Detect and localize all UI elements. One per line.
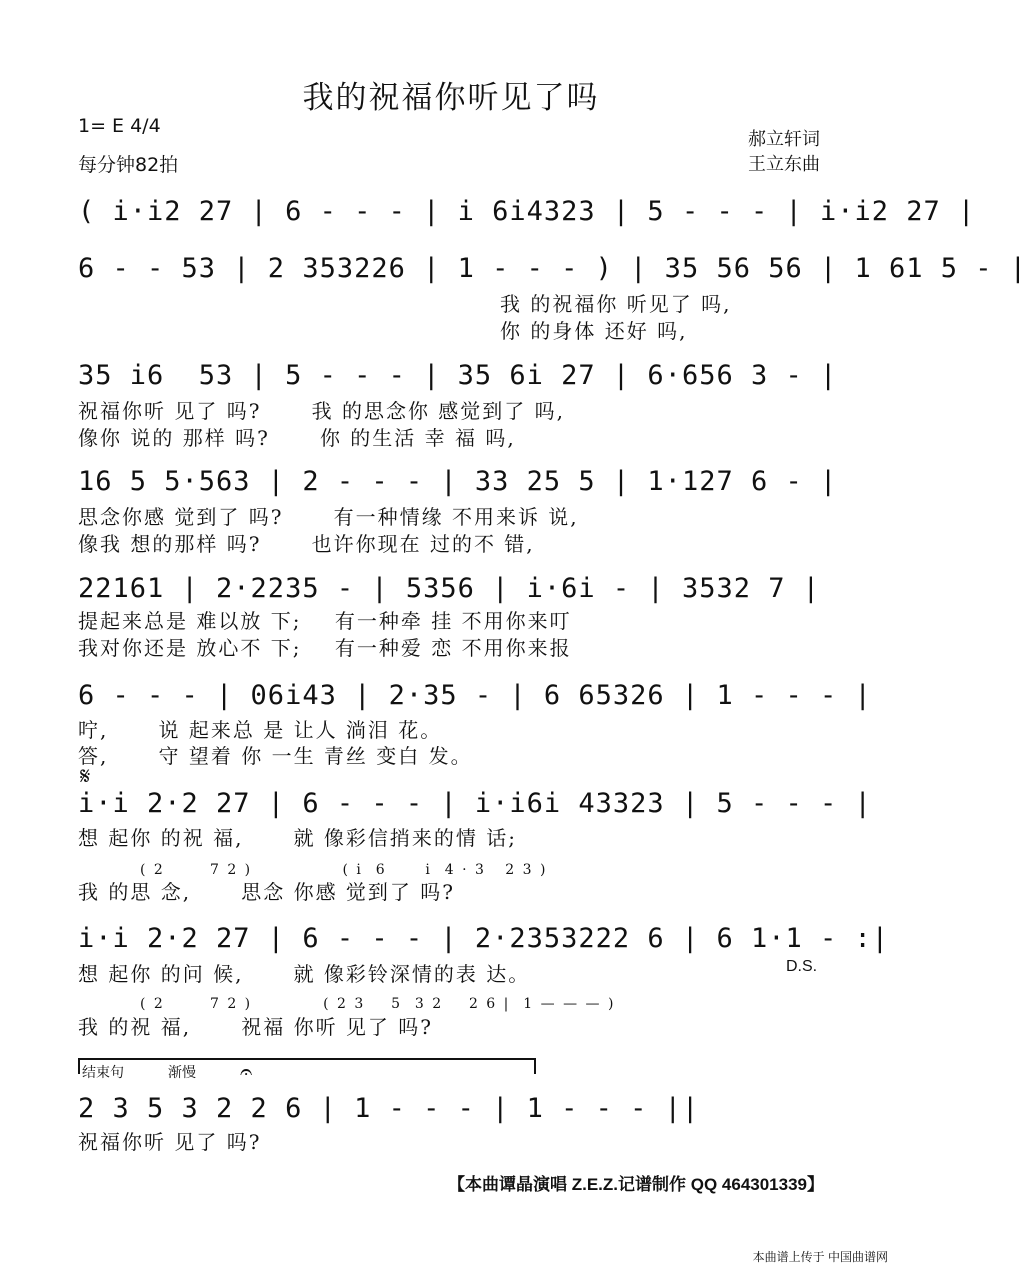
lyric-line-4a: 提起来总是 难以放 下; 有一种牵 挂 不用你来叮: [78, 609, 572, 633]
lyric-line-3a: 思念你感 觉到了 吗? 有一种情缘 不用来诉 说,: [78, 505, 579, 529]
lyric-line-1a: 我 的祝福你 听见了 吗,: [500, 292, 732, 316]
lyric-line-5b: 答, 守 望着 你 一生 青丝 变白 发。: [78, 744, 473, 768]
composer-credit: 王立东曲: [748, 154, 820, 175]
lyric-line-6a: 想 起你 的祝 福, 就 像彩信捎来的情 话;: [78, 826, 518, 850]
lyric-line-7a: 想 起你 的问 候, 就 像彩铃深情的表 达。: [78, 962, 531, 986]
notation-system-6: 6 - - - | 06i43 | 2·35 - | 6 65326 | 1 - - - |: [78, 680, 872, 711]
lyricist-credit: 郝立轩词: [748, 129, 820, 150]
lyric-line-6b: 我 的思 念, 思念 你感 觉到了 吗?: [78, 880, 456, 904]
segno-mark: 𝄋: [80, 762, 91, 790]
performance-credit: 【本曲谭晶演唱 Z.E.Z.记谱制作 QQ 464301339】: [448, 1175, 824, 1194]
lyric-line-4b: 我对你还是 放心不 下; 有一种爱 恋 不用你来报: [78, 636, 572, 660]
ds-marking: D.S.: [786, 958, 818, 975]
notation-system-9: 2 3 5 3 2 2 6 | 1 - - - | 1 - - - ||: [78, 1093, 700, 1124]
harmony-notes-2: ( 2 7 2 ) ( 2 3 5 3 2 2 6 | 1 — — — ): [140, 996, 616, 1012]
notation-system-4: 16 5 5·563 | 2 - - - | 33 25 5 | 1·127 6 - |: [78, 466, 838, 497]
ending-label: 结束句: [82, 1065, 124, 1081]
lyric-line-2a: 祝福你听 见了 吗? 我 的思念你 感觉到了 吗,: [78, 399, 566, 423]
ending-bracket: [78, 1058, 534, 1060]
lyric-line-5a: 咛, 说 起来总 是 让人 淌泪 花。: [78, 718, 443, 742]
lyric-line-8a: 祝福你听 见了 吗?: [78, 1130, 262, 1154]
notation-system-2: 6 - - 53 | 2 353226 | 1 - - - ) | 35 56 56 | 1 61 5 - |: [78, 253, 1027, 284]
score-title: 我的祝福你听见了吗: [302, 80, 600, 116]
notation-system-3: 35 i6 53 | 5 - - - | 35 6i 27 | 6·656 3 - |: [78, 360, 838, 391]
lyric-line-7b: 我 的祝 福, 祝福 你听 见了 吗?: [78, 1015, 434, 1039]
ending-bracket-left: [78, 1058, 80, 1074]
notation-system-1: ( i·i2 27 | 6 - - - | i 6i4323 | 5 - - - | i·i2 27 |: [78, 196, 976, 227]
notation-system-7: i·i 2·2 27 | 6 - - - | i·i6i 43323 | 5 - - - |: [78, 788, 872, 819]
slower-marking: 渐慢: [168, 1065, 196, 1081]
lyric-line-3b: 像我 想的那样 吗? 也许你现在 过的不 错,: [78, 532, 535, 556]
fermata-mark: 𝄐: [240, 1060, 253, 1085]
upload-watermark: 本曲谱上传于 中国曲谱网: [752, 1250, 888, 1264]
lyric-line-1b: 你 的身体 还好 吗,: [500, 319, 688, 343]
harmony-notes-1: ( 2 7 2 ) ( i 6 i 4 · 3 2 3 ): [140, 862, 548, 878]
ending-bracket-right: [534, 1058, 536, 1074]
tempo-marking: 每分钟82拍: [78, 154, 179, 176]
notation-system-5: 22161 | 2·2235 - | 5356 | i·6i - | 3532 7 |: [78, 573, 820, 604]
lyric-line-2b: 像你 说的 那样 吗? 你 的生活 幸 福 吗,: [78, 426, 516, 450]
key-signature: 1= E 4/4: [78, 115, 161, 137]
notation-system-8: i·i 2·2 27 | 6 - - - | 2·2353222 6 | 6 1·1 - :|: [78, 923, 890, 954]
